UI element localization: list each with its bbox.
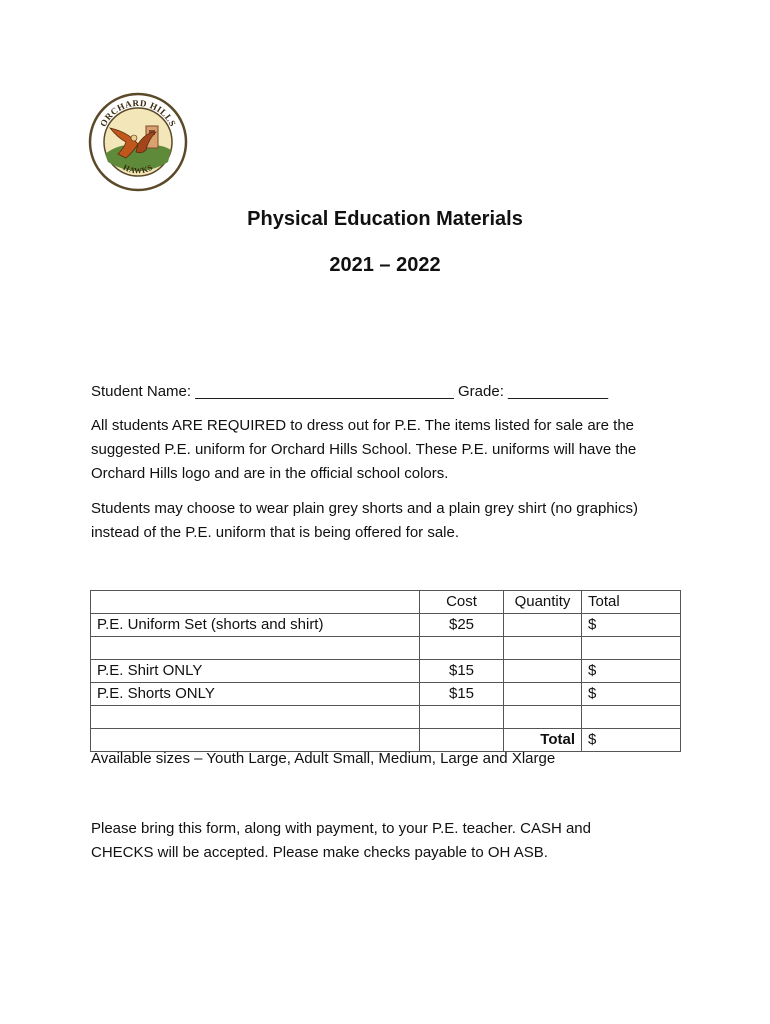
total-header: Total [582, 591, 681, 614]
item-cell: P.E. Uniform Set (shorts and shirt) [91, 614, 420, 637]
total-row [91, 729, 681, 752]
table-row [91, 683, 681, 706]
quantity-cell[interactable] [504, 683, 582, 706]
total-row-empty-cell [91, 729, 420, 752]
paragraph-line: Please bring this form, along with payment, to your P.E. teacher. CASH and [91, 820, 591, 837]
order-table [90, 590, 681, 752]
total-cell[interactable] [582, 706, 681, 729]
total-cell[interactable] [582, 637, 681, 660]
orchard-hills-hawks-logo [88, 92, 188, 192]
item-header-cell [91, 591, 420, 614]
logo-top-text: ORCHARD HILLS [97, 97, 179, 129]
logo-bottom-text: HAWKS [121, 162, 155, 176]
quantity-cell[interactable] [504, 614, 582, 637]
school-year: 2021 – 2022 [329, 254, 441, 276]
quantity-cell[interactable] [504, 706, 582, 729]
payment-paragraph [91, 817, 691, 865]
grand-total-cell[interactable]: $ [582, 729, 681, 752]
table-header-row [91, 591, 681, 614]
paragraph-line: CHECKS will be accepted. Please make checks payable to OH ASB. [91, 844, 548, 861]
document-title: Physical Education Materials [247, 208, 523, 230]
cost-cell [420, 706, 504, 729]
table-row [91, 706, 681, 729]
total-cell[interactable]: $ [582, 660, 681, 683]
alternative-paragraph [91, 497, 691, 545]
paragraph-line: All students ARE REQUIRED to dress out for P.E. The items listed for sale are the [91, 417, 635, 434]
item-cell [91, 706, 420, 729]
item-cell: P.E. Shorts ONLY [91, 683, 420, 706]
cost-cell [420, 637, 504, 660]
quantity-cell[interactable] [504, 637, 582, 660]
total-label: Total [504, 729, 582, 752]
item-cell: P.E. Shirt ONLY [91, 660, 420, 683]
total-cell[interactable]: $ [582, 614, 681, 637]
table-row [91, 660, 681, 683]
cost-header: Cost [420, 591, 504, 614]
total-cell[interactable]: $ [582, 683, 681, 706]
cost-cell: $15 [420, 660, 504, 683]
paragraph-line: suggested P.E. uniform for Orchard Hills School. These P.E. uniforms will have the [91, 441, 637, 458]
cost-cell: $15 [420, 683, 504, 706]
quantity-cell[interactable] [504, 660, 582, 683]
paragraph-line: instead of the P.E. uniform that is being offered for sale. [91, 524, 460, 541]
item-cell [91, 637, 420, 660]
table-row [91, 637, 681, 660]
paragraph-line: Orchard Hills logo and are in the official school colors. [91, 465, 449, 482]
paragraph-line: Students may choose to wear plain grey shorts and a plain grey shirt (no graphics) [91, 500, 638, 517]
available-sizes: Available sizes – Youth Large, Adult Small, Medium, Large and Xlarge [91, 750, 556, 767]
cost-cell: $25 [420, 614, 504, 637]
quantity-header: Quantity [504, 591, 582, 614]
table-row [91, 614, 681, 637]
total-row-empty-cell [420, 729, 504, 752]
requirement-paragraph [91, 414, 691, 486]
student-name-grade-line: Student Name: _______________________________ Grade: ____________ [91, 383, 609, 400]
